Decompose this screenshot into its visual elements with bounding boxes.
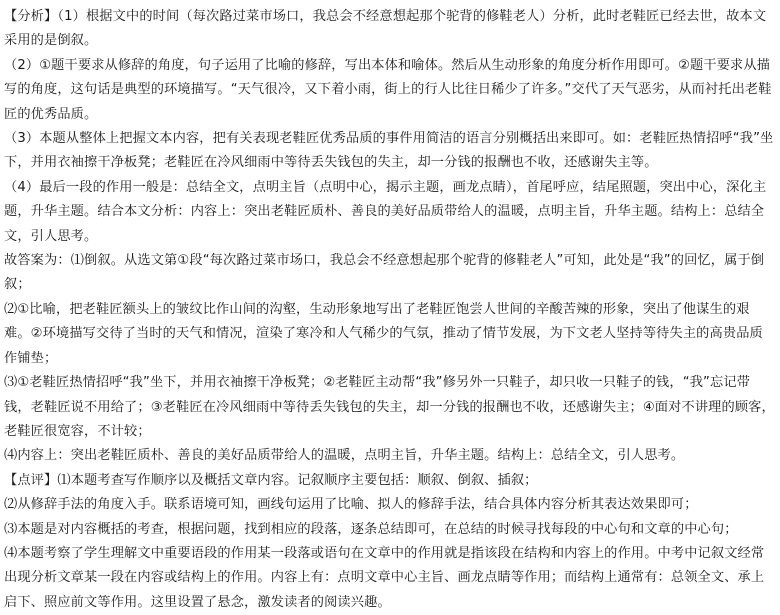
comment-paragraph-1 (4, 469, 776, 493)
comment-paragraph-2: ⑵从修辞手法的角度入手。联系语境可知，画线句运用了比喻、拟人的修辞手法，结合具体内容分析其表达效果即可； (4, 497, 698, 513)
answer-paragraph-3: ⑶①老鞋匠热情招呼“我”坐下，并用衣袖擦干净板凳；②老鞋匠主动帮“我”修另外一只鞋子，却只收一只鞋子的钱，“我”忘记带钱，老鞋匠说不用给了；③老鞋匠在冷风细雨中等待丢失钱包的失主，却一分钱的报酬也不收，还感谢失主；④面对不讲理的顾客，老鞋匠很宽容，不计较； (4, 375, 775, 439)
analysis-paragraph-2: （2）①题干要求从修辞的角度，句子运用了比喻的修辞，写出本体和喻体。然后从生动形象的角度分析作用即可。②题干要求从描写的角度，这句话是典型的环境描写。“天气很冷，又下着小雨，街上的行人比往日稀少了许多。”交代了天气恶劣，从而衬托出老鞋匠的优秀品质。 (4, 57, 772, 122)
analysis-paragraph-4: （4）最后一段的作用一般是：总结全文，点明主旨（点明中心，揭示主题，画龙点睛），首尾呼应，结尾照题，突出中心，深化主题，升华主题。结合本文分析：内容上：突出老鞋匠质朴、善良的美好品质带给人的温暖，点明主旨，升华主题。结构上：总结全文，引人思考。 (4, 179, 767, 244)
analysis-text-1: （1）根据文中的时间（每次路过菜市场口，我总会不经意想起那个驼背的修鞋老人）分析，此时老鞋匠已经去世，故本文采用的是倒叙。 (4, 9, 767, 49)
analysis-tag: 【分析】 (4, 9, 58, 24)
comment-tag: 【点评】 (4, 472, 58, 488)
answer-text-1: ⑴倒叙。从选文第①段“每次路过菜市场口，我总会不经意想起那个驼背的修鞋老人”可知，此处是“我”的回忆，属于倒叙； (4, 253, 765, 293)
comment-text-1: ⑴本题考查写作顺序以及概括文章内容。记叙顺序主要包括：顺叙、倒叙、插叙； (57, 472, 538, 488)
comment-paragraph-3: ⑶本题是对内容概括的考查，根据问题，找到相应的段落，逐条总结即可，在总结的时候寻找每段的中心句和文章的中心句； (4, 521, 738, 537)
answer-paragraph-1 (4, 249, 776, 298)
answer-paragraph-2: ⑵①比喻，把老鞋匠额头上的皱纹比作山间的沟壑，生动形象地写出了老鞋匠饱尝人世间的辛酸苦辣的形象，突出了他谋生的艰难。②环境描写交待了当时的天气和情况，渲染了寒冷和人气稀少的气氛，推动了情节发展，为下文老人坚持等待失主的高贵品质作铺垫； (4, 301, 763, 366)
comment-paragraph-4: ⑷本题考察了学生理解文中重要语段的作用某一段落或语句在文章中的作用就是指该段在结构和内容上的作用。中考中记叙文经常出现分析文章某一段在内容或结构上的作用。内容上有：点明文章中心主旨、画龙点睛等作用；而结构上通常有：总领全文、承上启下、照应前文等作用。这里设置了悬念，激发读者的阅读兴趣。 (4, 545, 765, 610)
analysis-paragraph-3: （3）本题从整体上把握文本内容，把有关表现老鞋匠优秀品质的事件用简洁的语言分别概括出来即可。如：老鞋匠热情招呼“我”坐下，并用衣袖擦干净板凳；老鞋匠在冷风细雨中等待丢失钱包的失主，却一分钱的报酬也不收，还感谢失主等。 (4, 131, 774, 171)
analysis-paragraph-1 (4, 5, 776, 54)
answer-intro: 故答案为： (4, 253, 71, 269)
answer-paragraph-4: ⑷内容上：突出老鞋匠质朴、善良的美好品质带给人的温暖，点明主旨，升华主题。结构上：总结全文，引人思考。 (4, 448, 685, 464)
